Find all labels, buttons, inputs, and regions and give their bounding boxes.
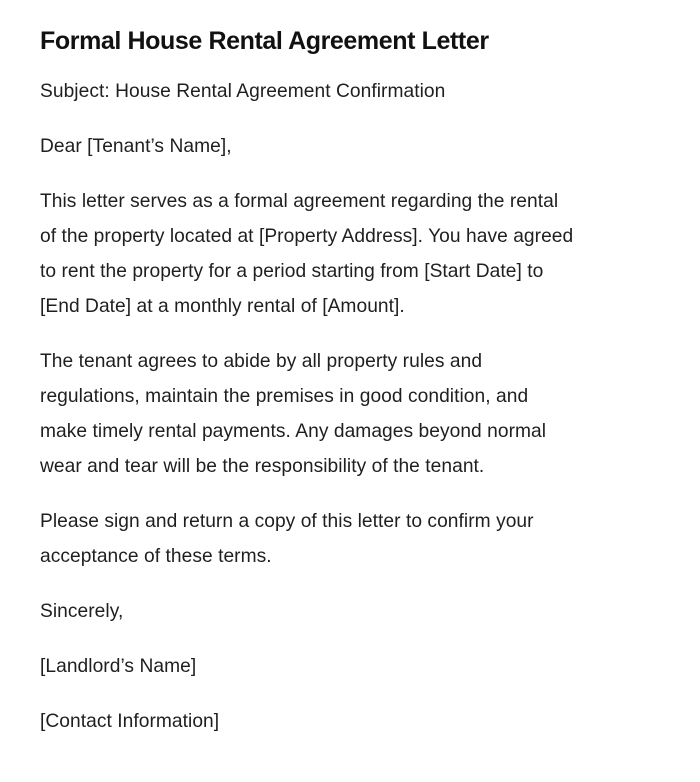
body-paragraph-terms: The tenant agrees to abide by all property rules and regulations, maintain the premises in good condition, and make timely rental payments. Any damages beyond normal wear and tear will be the responsibility of the tenant. <box>40 351 547 477</box>
contact-information: [Contact Information] <box>40 711 220 732</box>
salutation: Dear [Tenant’s Name], <box>40 136 232 157</box>
document-title: Formal House Rental Agreement Letter <box>40 27 489 55</box>
body-paragraph-agreement: This letter serves as a formal agreement regarding the rental of the property located at [Property Address]. You have agreed to rent the property for a period starting from [Start Date] to [End Date] at a monthly rental of [Amount]. <box>40 191 574 317</box>
body-paragraph-request: Please sign and return a copy of this letter to confirm your acceptance of these terms. <box>40 511 534 567</box>
closing: Sincerely, <box>40 601 124 622</box>
signature-name: [Landlord’s Name] <box>40 656 197 677</box>
subject-line: Subject: House Rental Agreement Confirmation <box>40 81 446 102</box>
